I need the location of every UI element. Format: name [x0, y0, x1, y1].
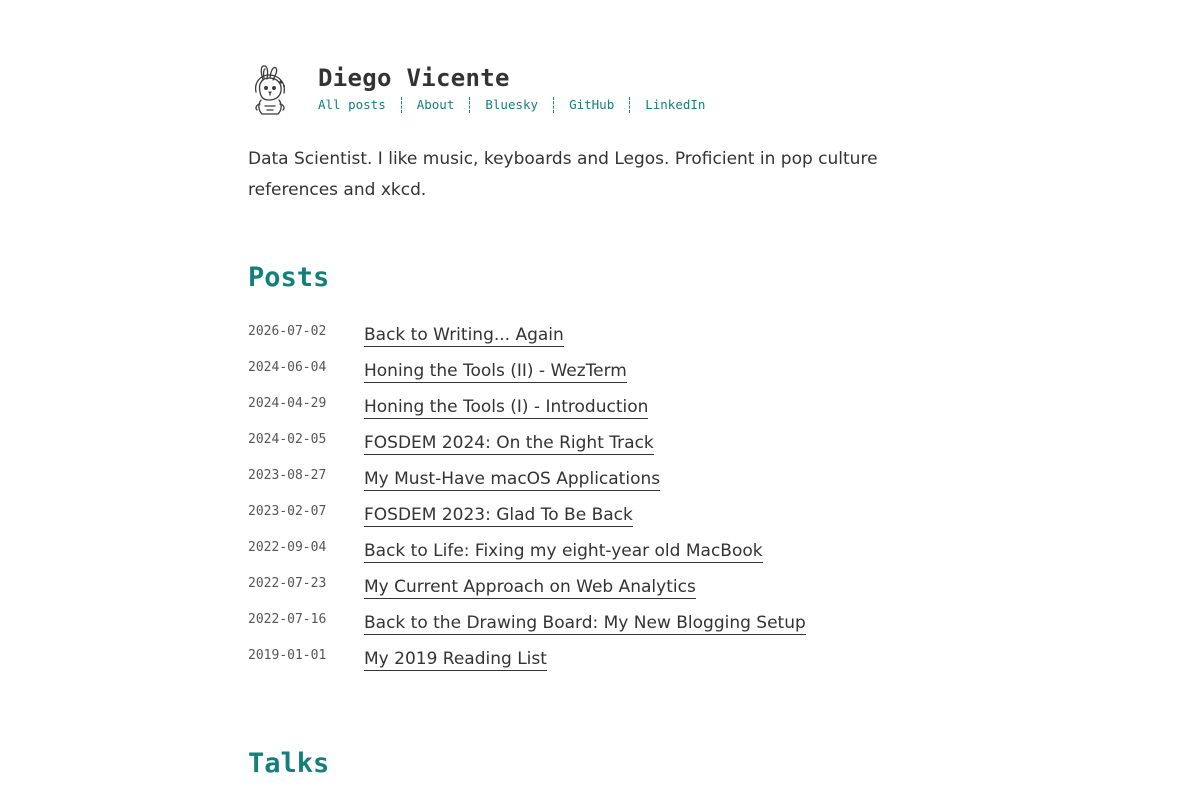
- post-date: 2026-07-02: [248, 324, 327, 339]
- post-link[interactable]: Back to Life: Fixing my eight-year old MacBook: [364, 541, 763, 561]
- post-link[interactable]: My Must-Have macOS Applications: [364, 469, 661, 489]
- post-date: 2024-04-29: [248, 396, 327, 411]
- post-link[interactable]: My 2019 Reading List: [364, 649, 547, 669]
- post-list-item: [248, 608, 948, 644]
- post-list: [248, 320, 948, 680]
- post-list-item: [248, 464, 948, 500]
- astronaut-bunny-icon: [248, 62, 296, 116]
- post-date: 2022-07-16: [248, 612, 327, 627]
- post-list-item: [248, 428, 948, 464]
- site-header: [248, 62, 948, 118]
- post-list-item: [248, 392, 948, 428]
- site-title[interactable]: Diego Vicente: [318, 64, 510, 92]
- post-link[interactable]: Back to Writing... Again: [364, 325, 564, 345]
- talks-heading: Talks: [248, 748, 330, 779]
- post-list-item: [248, 500, 948, 536]
- post-link[interactable]: Back to the Drawing Board: My New Blogging Setup: [364, 613, 806, 633]
- posts-heading: Posts: [248, 262, 330, 293]
- nav-link-about[interactable]: About: [401, 97, 470, 113]
- nav-link-github[interactable]: GitHub: [553, 97, 629, 113]
- post-link[interactable]: FOSDEM 2023: Glad To Be Back: [364, 505, 633, 525]
- post-link[interactable]: FOSDEM 2024: On the Right Track: [364, 433, 654, 453]
- post-date: 2024-02-05: [248, 432, 327, 447]
- post-link[interactable]: Honing the Tools (II) - WezTerm: [364, 361, 627, 381]
- post-list-item: [248, 356, 948, 392]
- nav-link-bluesky[interactable]: Bluesky: [469, 97, 553, 113]
- post-date: 2024-06-04: [248, 360, 327, 375]
- post-date: 2023-08-27: [248, 468, 327, 483]
- post-list-item: [248, 320, 948, 356]
- nav-link-linkedin[interactable]: LinkedIn: [629, 97, 720, 113]
- post-date: 2022-07-23: [248, 576, 327, 591]
- post-list-item: [248, 536, 948, 572]
- post-date: 2022-09-04: [248, 540, 327, 555]
- post-link[interactable]: My Current Approach on Web Analytics: [364, 577, 696, 597]
- nav-link-all-posts[interactable]: All posts: [318, 97, 386, 112]
- post-list-item: [248, 572, 948, 608]
- post-date: 2023-02-07: [248, 504, 327, 519]
- main-nav: [318, 97, 720, 113]
- avatar[interactable]: [248, 62, 296, 116]
- post-list-item: [248, 644, 948, 680]
- post-link[interactable]: Honing the Tools (I) - Introduction: [364, 397, 649, 417]
- post-date: 2019-01-01: [248, 648, 327, 663]
- bio-text: Data Scientist. I like music, keyboards and Legos. Proficient in pop culture references and xkcd.: [248, 149, 878, 200]
